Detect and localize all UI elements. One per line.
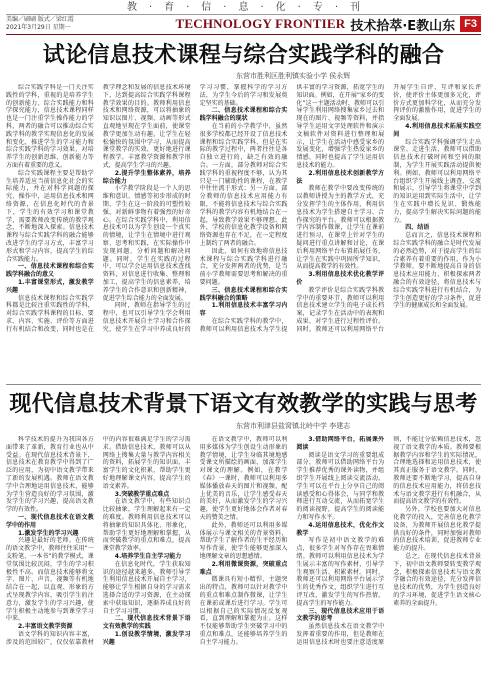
- section-title-chinese: 技术拾萃·E教山东: [350, 18, 456, 34]
- section-heading: 四、结语: [405, 224, 430, 232]
- section-heading: 二、现代信息技术背景下语文有效教学的实践: [102, 615, 191, 631]
- section-heading: 2.提升学生整体素养，培养综合能力: [102, 169, 191, 185]
- section-heading: 2.丰富语文教学资源: [18, 623, 73, 631]
- section-heading: 三、现代信息技术应用于语文教学的思考: [296, 607, 385, 623]
- body-paragraph: 综合实践学科是一门关注实践性的学科，重视的是培养学生的创新能力、综合实践能力和科学探究能力，信息技术课程同样也是一门注重学生操作能力的学科，两者的融合可以推动综合实践学科的教学实现信息化的发展和变化，推进学生的学习能力和综合实践学科的学习效果，对培养学生的创新思维、创新能力等方面有着重要的意义。: [6, 84, 94, 169]
- section-heading: 4.运用信息技术，优化作文教学: [296, 521, 385, 537]
- page-header: [6, 16, 481, 33]
- section-heading: 三、信息技术课程和综合实践学科融合的策略: [199, 286, 288, 302]
- body-paragraph: 总而言之，信息技术课程和综合实践学科的融合是时代发展的必然趋势，对于提高学生的综合素养有着重要的作用。作为小学教师，要不断地提高自身的信息技术应用能力，积极探索两者融合的有效途径，将信息技术与综合实践学科进行有机结合，为学生创造更好的学习条件，促进学生的健康成长和全面发展。: [393, 232, 481, 310]
- page-number-badge: F3: [460, 16, 481, 32]
- body-paragraph: 在信息化时代，学生获取知识的途径越来越多。教师引导学生利用信息技术开展自主学习，能够让学生根据自身的学习需求选择合适的学习资源，在主动探索中获取知识，逐渐养成良好的自主学习习惯。: [102, 560, 191, 615]
- section-heading: 一、现代信息技术在语文教学中的作用: [6, 513, 94, 529]
- body-paragraph: 阅读是语文学习的重要组成部分，教师可以借助网络平台为学生推荐优秀的课外读物，并组织学生开展线上阅读交流活动。学生可以在平台上分享自己的阅读感受和心得体会，与同学和教师进行互动交流，从而拓宽学生的阅读视野，提高学生的阅读能力和写作水平。: [296, 451, 385, 521]
- body-paragraph: 虽然信息技术在语文教学中发挥着重要的作用，但是教师在运用信息技术时也要注意适度原则，不能过分依赖信息技术，忽视了语文教学的本质。教师要根据教学内容和学生的实际情况，合理地选择和运用信息技术，使其真正服务于语文教学。同时，教师还要不断地学习，提高自身的信息技术应用能力，将信息技术与语文教学进行有机融合，从而提高语文教学的有效性。: [296, 436, 481, 646]
- issue-date: 2021年3月29日 星期一: [6, 24, 71, 31]
- body-paragraph: 在语文教学中，有些知识点比较抽象，学生理解起来有一定的难度。教师利用信息技术可以将抽象的知识具体化、形象化，帮助学生更好地理解和掌握，从而突破教学的重点和难点，提高课堂教学效率。: [102, 498, 191, 553]
- article-body: [6, 84, 481, 378]
- section-heading: 3.借助网络平台，拓展课外阅读: [296, 436, 385, 451]
- header-rule: [6, 34, 481, 35]
- article-title: 现代信息技术背景下语文有效教学的实践与思考: [9, 392, 478, 417]
- body-paragraph: 微课具有短小精悍、主题突出的特点，教师可以针对教学中的重点和难点制作微课，让学生在课前或课后进行学习。学生可以根据自己的实际情况反复观看，直到理解和掌握为止。这样不仅能够帮助学生突破学习中的重点和难点，还能够培养学生的自主学习能力。: [199, 576, 288, 646]
- section-heading: 3.突破教学重点难点: [114, 490, 170, 498]
- body-paragraph: 教师在教学中要改变传统的以教师讲授为主的教学方式，充分发挥学生的主体作用，利用信息技术为学生搭建自主学习、合作探究的平台。教师可以根据教学内容制作微课，让学生在课前进行预习，在课堂上针对学生的疑问进行重点讲解和讨论，在课后利用网络平台布置拓展任务，让学生在实践中巩固所学知识，从而提高教学的有效性。: [296, 185, 385, 271]
- article-byline: 东营市胜利区胜利镇实验小学 侯永辉: [236, 72, 351, 80]
- body-paragraph: 综合实践课程主要是帮助学生培养适应当前信息化社会的实际能力，并在对科学问题的探究、操作中，运用信息技术和网络资源，在信息化时代的背景下，学生的有效学习和课堂教学，需要教师改变传统的教学观念，不断地深入探索。信息技术课程与综合实践学科的融合能够改进学生的学习方式，丰富学习形式和学习内容，提高学生的综合实践能力。: [6, 169, 94, 263]
- body-paragraph: 另外，学校也要加大对信息化教学的投入，完善信息化教学设备，为教师开展信息化教学提供良好的条件，同时加强对教师的信息技术培训，促进教师专业能力的提升。: [393, 506, 481, 553]
- body-paragraph: 写作是初中语文教学的难点，很多学生对写作存在畏难情绪。教师可以利用信息技术为学生展示丰富的写作素材，引导学生观察生活、积累素材。同时，教师还可以利用网络平台展示学生的优秀作文，组织学生进行互评互改，激发学生的写作热情，提高学生的写作能力。: [296, 537, 385, 607]
- body-paragraph: 兴趣是最好的老师。在传统的语文教学中，教师往往采用“一支粉笔、一本书”的教学模式，课堂氛围比较沉闷，学生的学习积极性不高。而信息技术能够将文字、图片、声音、视频等有机地结合在一起，以直观、形象的方式呈现教学内容，吸引学生的注意力，激发学生的学习兴趣，使学生积极主动地参与到课堂学习中来。: [6, 537, 94, 623]
- masthead: 教·育·信·息·化·专·刊: [126, 2, 373, 13]
- body-paragraph: 总之，在现代信息技术背景下，初中语文教师要转变教学观念，积极探索信息技术与语文教学融合的有效途径，充分发挥信息技术的优势，为学生创造良好的学习环境，促进学生语文核心素养的全面提升。: [393, 552, 481, 607]
- section-heading: 1.利用信息技术丰富学习内容: [199, 302, 288, 318]
- section-heading: 1.丰富课堂形式，激发教学兴趣: [6, 278, 94, 294]
- article-byline: 东营市利津县盐窝镇北岭中学 李建志: [236, 422, 351, 430]
- editor-credit: 美编／刷刷 版式／梁红霞: [6, 16, 74, 23]
- section-title-english: TECHNOLOGY FRONTIER: [175, 16, 346, 31]
- article-divider: [6, 384, 481, 385]
- body-paragraph: 信息技术课程和综合实践学科都是比较注重实践性的学科，对综合实践学科课程的目标、要求、内容、实施、评价等方面进行有机结合和改变，同时也是在教学理念和发展的信息技术环境下，达到提高综合实践学科课程教学效果的目的。教师利用信息技术和网络资源，可以将抽象的知识以图片、视频、动画等形式直观地呈现在学生面前，使课堂教学更加生动有趣，让学生在轻松愉快的氛围中学习，从而提高课堂教学的实效，更好地进行课程教学。丰富教学资源和教学形式，提高学生学习的兴趣。: [6, 84, 191, 333]
- section-brand: [176, 16, 481, 32]
- body-paragraph: 语文学科的知识内容丰富，涉及的范围较广，仅仅依靠教材中的内容很难满足学生的学习需求。借助信息技术，教师可以从网络上搜集大量与教学内容相关的资料，拓展学生的知识面，丰富学生的文化积累，帮助学生更好地理解课文内容，提高学生的语文素养。: [6, 436, 191, 646]
- body-paragraph: 因此，如何有效地将信息技术课程与综合实践学科进行融合，充分发挥两者的优势，是当前小学教师需要思考和解决的重要问题。: [199, 247, 288, 286]
- section-heading: 1.激发学生的学习兴趣: [18, 529, 79, 537]
- section-heading: 二、信息技术课程和综合实践学科融合的现状: [199, 107, 288, 123]
- section-heading: 一、信息技术课程和综合实践学科融合的意义: [6, 263, 94, 279]
- body-paragraph: 小学教学阶段是一个人的思维和意识、情感等初步形成的时期，学生在这一阶段的可塑性较强，对新鲜事物有着强烈的好奇心。在综合实践学科中，利用信息技术可以为学生创设一个真实的情境，让学生在情境中进行观察、思考和实践，在实际操作中发现问题、分析问题和解决问题。同时，学生在实践的过程中，可以学会运用信息技术查找资料，对信息进行收集、整理和加工，提高学生的信息素养，培养学生的合作意识和创新精神，促进学生综合能力的全面发展。: [102, 185, 191, 302]
- section-heading: 2.利用信息技术创新教学方法: [296, 169, 385, 185]
- body-paragraph: 综合实践学科强调学生走出课堂、走进生活，教师可以借助信息技术打破时间和空间的限制，为学生开展实践活动提供便利。例如，教师可以利用网络平台组织学生开展线上调查、交流和展示，引导学生将课堂中学到的知识运用到实际生活中，让学生在实践中增长见识、锻炼能力，提高学生解决实际问题的能力。: [393, 138, 481, 224]
- body-paragraph: 同时，教师在指导学生的过程中，也可以引导学生学会利用信息技术开展自主学习和合作探究，使学生在学习中养成良好的学习习惯，掌握科学的学习方法，为学生今后的学习和发展奠定坚实的基础。: [102, 84, 288, 333]
- body-paragraph: 科学技术的提升为我国各方面带来了革新，教育行业也从中受益。在现代信息技术背景下，信息技术在教育教学中得到了广泛的应用，为初中语文教学带来了新的发展机遇。教师在语文教学中合理地运用信息技术，能够为学生营造良好的学习氛围，激发学生的学习兴趣，提高语文教学的有效性。: [6, 436, 94, 514]
- body-paragraph: 在语文教学中，教师可以利用多媒体为学生创设生动形象的教学情境，让学生身临其境地感受课文所描绘的画面，加深学生对课文的理解。例如，在教学《春》一课时，教师可以利用多媒体播放春天的图片和视频，配上优美的音乐，让学生感受春天的美好，从而激发学生的学习兴趣，使学生更好地体会作者对春天的赞美之情。: [199, 436, 288, 521]
- section-heading: 1.创设教学情境，激发学习兴趣: [102, 630, 191, 646]
- body-paragraph: 此外，教师还可以利用多媒体展示与课文相关的背景资料，帮助学生了解作者的生平经历和写作背景，使学生能够更加深入地理解文章的思想感情。: [199, 521, 288, 560]
- body-paragraph: 在当前的小学教学中，虽然很多学校都已经开设了信息技术课程和综合实践学科，但是在实际的教学过程中，两者往往是各自独立进行的，缺乏有效的融合。一方面，部分教师对综合实践学科的重视程度不够，认为其只是一门辅助性的课程，在教学中往往流于形式；另一方面，部分教师的信息技术应用能力有限，不能将信息技术与综合实践学科的教学内容有机地结合在一起，导致教学效果不够理想。此外，学校的信息化教学设备和网络资源也存在不足，在一定程度上制约了两者的融合。: [199, 122, 288, 247]
- article-body: [6, 436, 481, 690]
- section-heading: 4.培养学生自主学习能力: [114, 552, 182, 560]
- section-heading: 2.利用微课资源，突破重点难点: [199, 560, 288, 576]
- article-title: 试论信息技术课程与综合实践学科的融合: [42, 43, 445, 68]
- section-heading: 3.利用信息技术优化教学评价: [296, 271, 385, 286]
- header-meta: [6, 16, 74, 32]
- body-paragraph: 教学评价是综合实践学科教学中的重要环节，教师可以利用信息技术建立学生的电子成长档案，记录学生在活动中的表现和成果，对学生进行过程性评价。同时，教师还可以利用网络平台开展学生自评、互评和家长评价，使评价主体更加多元化，评价方式更加科学化，从而充分发挥评价的激励作用，促进学生的全面发展。: [296, 84, 481, 333]
- section-heading: 4.利用信息技术拓展实践空间: [393, 122, 481, 138]
- body-paragraph: 在综合实践学科的教学中，教师可以利用信息技术为学生提供丰富的学习资源，拓宽学生的知识面。例如，在开展“家乡的变化”这一主题活动时，教师可以引导学生利用网络搜集家乡过去和现在的图片、视频等资料，并指导学生运用文字处理软件和演示文稿软件对资料进行整理和展示，让学生在活动中感受家乡的发展变化，增强学生热爱家乡的情感，同时也提高了学生运用信息技术的能力。: [199, 84, 385, 333]
